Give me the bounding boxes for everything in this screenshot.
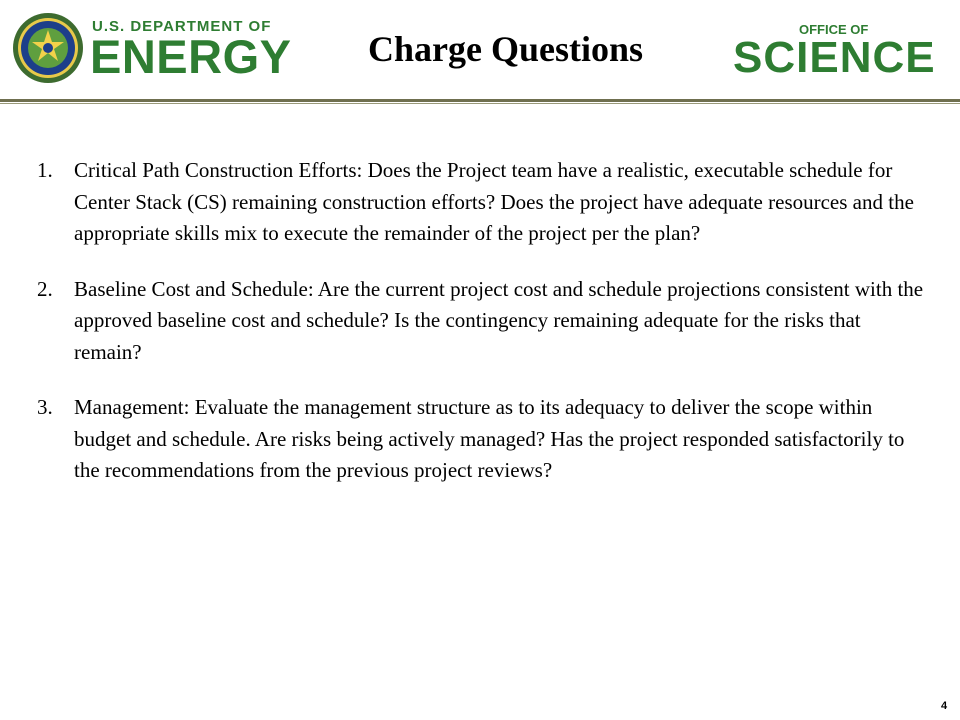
list-item — [37, 155, 927, 250]
question-number: 1. — [37, 158, 53, 182]
doe-logo-wordmark: ENERGY — [90, 30, 292, 83]
doe-seal-icon — [12, 12, 84, 84]
slide-header — [0, 0, 960, 104]
list-item — [37, 392, 927, 487]
science-logo-line1: OFFICE OF — [799, 22, 869, 37]
question-number: 2. — [37, 276, 53, 301]
header-divider-thin — [0, 103, 960, 104]
science-logo-wordmark: SCIENCE — [733, 33, 936, 82]
page-title: Charge Questions — [368, 29, 644, 69]
charge-questions-list — [37, 155, 927, 511]
header-divider — [0, 99, 960, 102]
question-text: Critical Path Construction Efforts: Does the Project team have a realistic, executable schedule for Center Stack (CS) remaining construction efforts? Does the project have adequate resources and the appropriate skills mix to execute the remainder of the project per the plan? — [74, 158, 914, 245]
page-number: 4 — [941, 700, 948, 712]
question-number: 3. — [37, 395, 53, 419]
list-item — [37, 274, 927, 369]
question-text: Management: Evaluate the management structure as to its adequacy to deliver the scope within budget and schedule. Are risks being actively managed? Has the project responded satisfactorily to the recommendations from the previous project reviews? — [74, 395, 905, 482]
question-text: Baseline Cost and Schedule: Are the current project cost and schedule projections consistent with the approved baseline cost and schedule? Is the contingency remaining adequate for the risks that remain? — [74, 276, 924, 364]
doe-logo-line1: U.S. DEPARTMENT OF — [92, 18, 272, 35]
